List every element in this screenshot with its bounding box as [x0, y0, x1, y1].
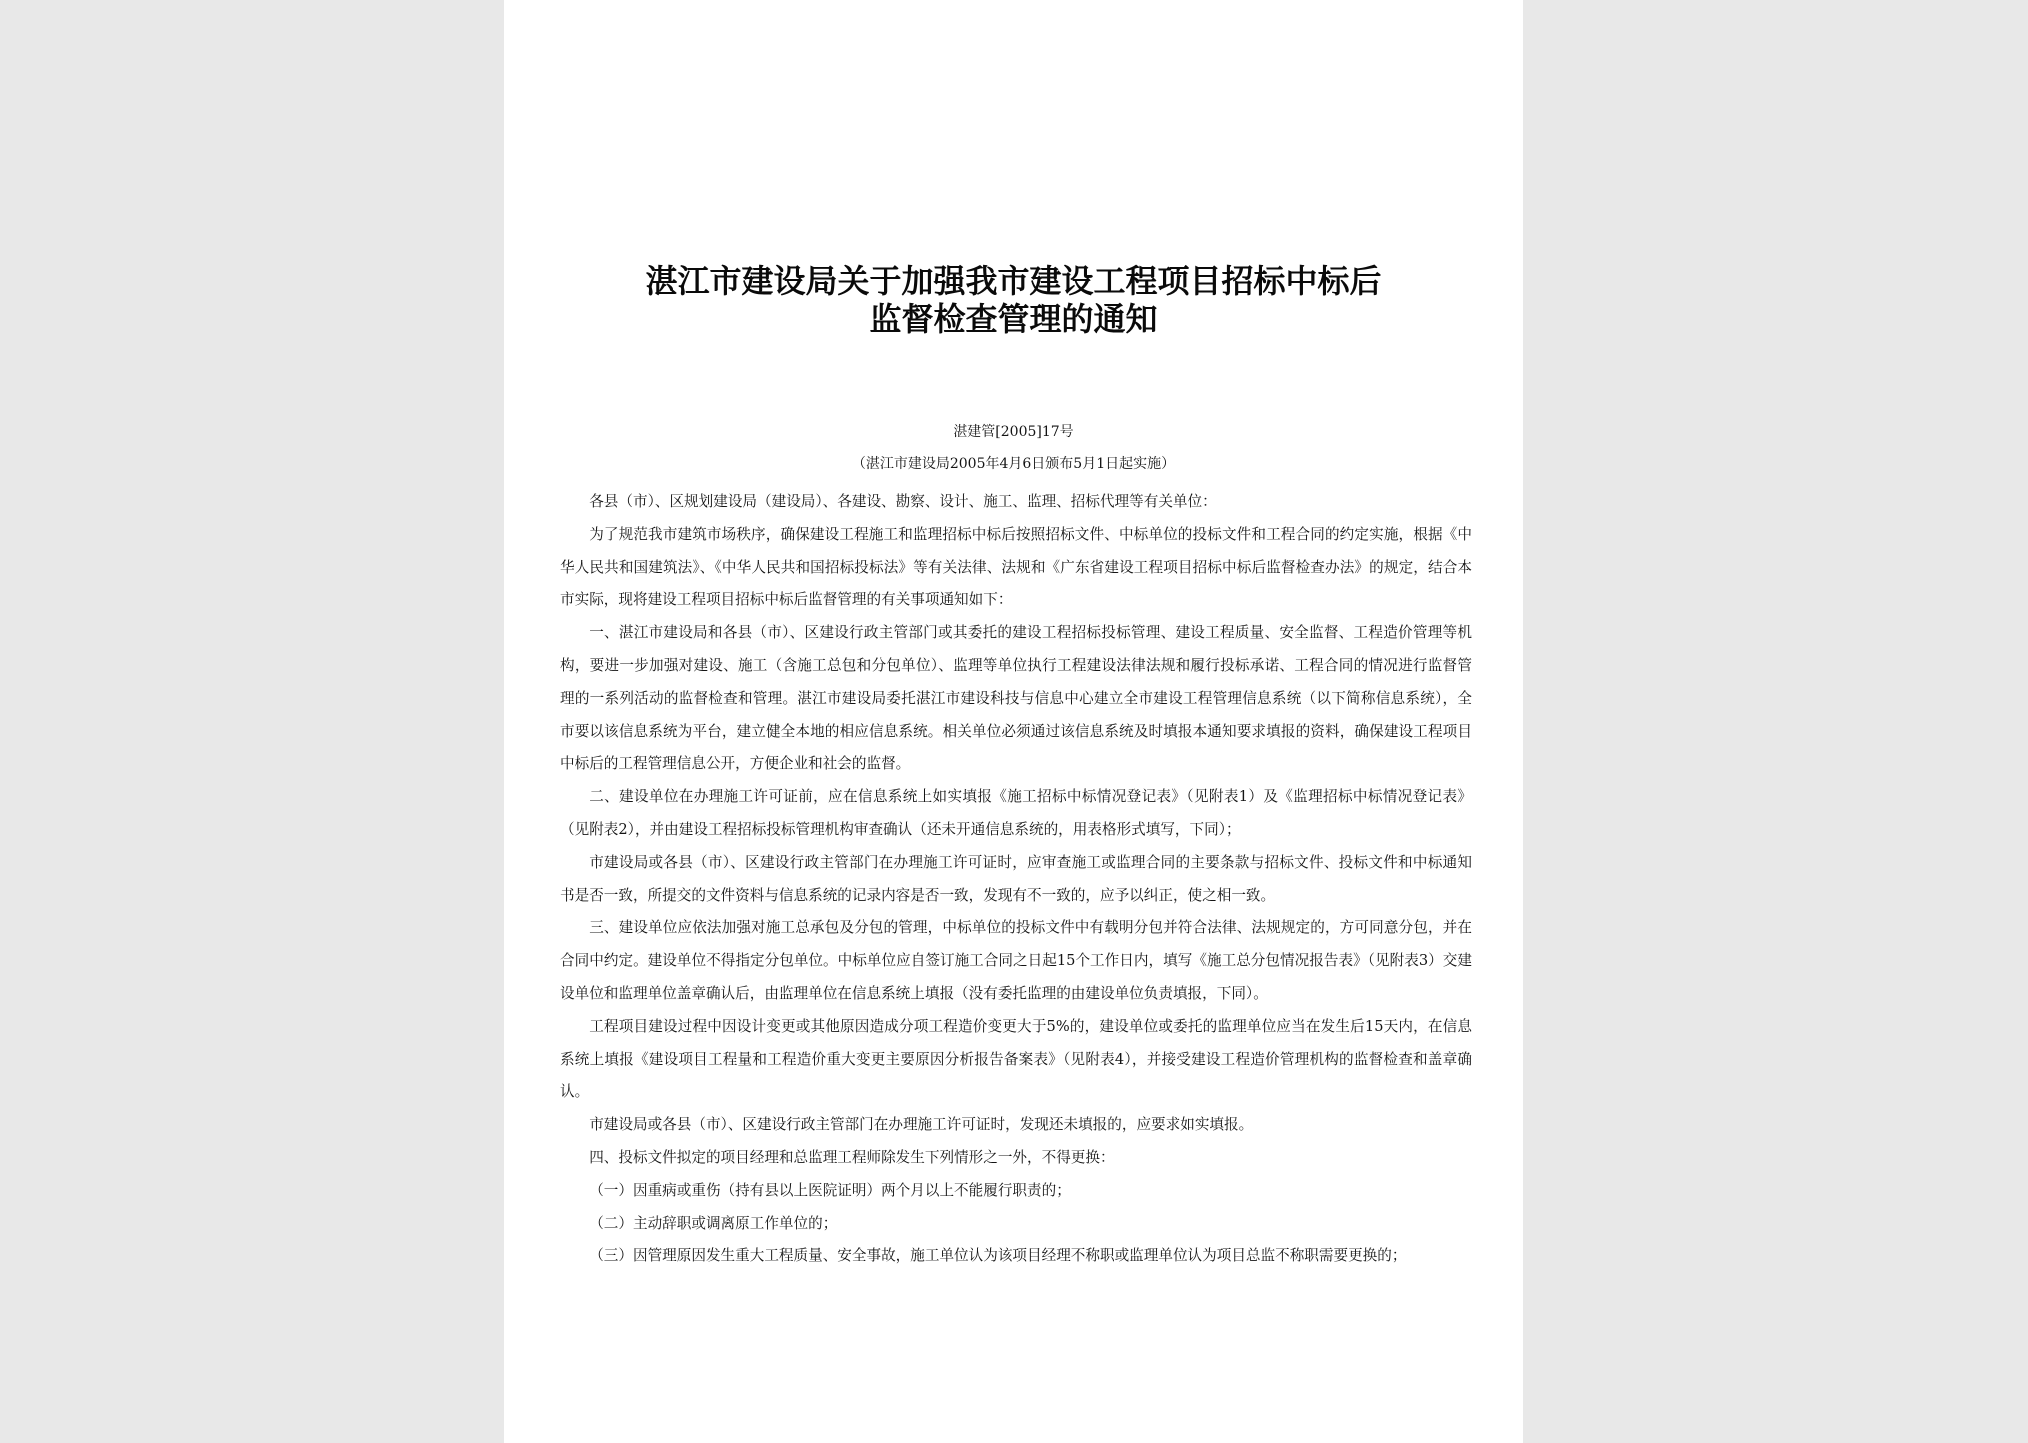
document-title — [504, 262, 1523, 338]
paragraph-item-3-check: 市建设局或各县（市）、区建设行政主管部门在办理施工许可证时，发现还未填报的，应要求如实填报。 — [589, 1116, 1254, 1134]
paragraph-item-3-detail: 工程项目建设过程中因设计变更或其他原因造成分项工程造价变更大于5%的，建设单位或委托的监理单位应当在发生后15天内，在信息系统上填报《建设项目工程量和工程造价重大变更主要原因分析报告备案表》（见附表4），并接受建设工程造价管理机构的监督检查和盖章确认。 — [560, 1017, 1472, 1101]
paragraph-item-4-case-3: （三）因管理原因发生重大工程质量、安全事故，施工单位认为该项目经理不称职或监理单位认为项目总监不称职需要更换的； — [589, 1247, 1407, 1265]
paragraph-item-1: 一、湛江市建设局和各县（市）、区建设行政主管部门或其委托的建设工程招标投标管理、建设工程质量、安全监督、工程造价管理等机构，要进一步加强对建设、施工（含施工总包和分包单位）、监理等单位执行工程建设法律法规和履行投标承诺、工程合同的情况进行监督管理的一系列活动的监督检查和管理。湛江市建设局委托湛江市建设科技与信息中心建立全市建设工程管理信息系统（以下简称信息系统），全市要以该信息系统为平台，建立健全本地的相应信息系统。相关单位必须通过该信息系统及时填报本通知要求填报的资料，确保建设工程项目中标后的工程管理信息公开，方便企业和社会的监督。 — [560, 624, 1472, 773]
document-title-line-1: 湛江市建设局关于加强我市建设工程项目招标中标后 — [645, 262, 1382, 300]
paragraph-salutation: 各县（市）、区规划建设局（建设局）、各建设、勘察、设计、施工、监理、招标代理等有关单位： — [589, 493, 1217, 510]
paragraph-item-2: 二、建设单位在办理施工许可证前，应在信息系统上如实填报《施工招标中标情况登记表》（见附表1）及《监理招标中标情况登记表》（见附表2），并由建设工程招标投标管理机构审查确认（还未开通信息系统的，用表格形式填写，下同）； — [560, 788, 1472, 838]
issued-note: （湛江市建设局2005年4月6日颁布5月1日起实施） — [851, 456, 1176, 472]
paragraph-item-3: 三、建设单位应依法加强对施工总承包及分包的管理，中标单位的投标文件中有载明分包并符合法律、法规规定的，方可同意分包，并在合同中约定。建设单位不得指定分包单位。中标单位应自签订施工合同之日起15个工作日内，填写《施工总分包情况报告表》（见附表3）交建设单位和监理单位盖章确认后，由监理单位在信息系统上填报（没有委托监理的由建设单位负责填报，下同）。 — [560, 919, 1472, 1002]
document-page — [504, 0, 1523, 1443]
document-title-line-2: 监督检查管理的通知 — [869, 300, 1158, 338]
paragraph-item-4-case-1: （一）因重病或重伤（持有县以上医院证明）两个月以上不能履行职责的； — [589, 1181, 1071, 1199]
document-number: 湛建管[2005]17号 — [953, 424, 1074, 440]
document-body — [560, 486, 1472, 1273]
paragraph-item-2-detail: 市建设局或各县（市）、区建设行政主管部门在办理施工许可证时，应审查施工或监理合同的主要条款与招标文件、投标文件和中标通知书是否一致，所提交的文件资料与信息系统的记录内容是否一致，发现有不一致的，应予以纠正，使之相一致。 — [560, 853, 1472, 904]
paragraph-intro: 为了规范我市建筑市场秩序，确保建设工程施工和监理招标中标后按照招标文件、中标单位的投标文件和工程合同的约定实施，根据《中华人民共和国建筑法》、《中华人民共和国招标投标法》等有关法律、法规和《广东省建设工程项目招标中标后监督检查办法》的规定，结合本市实际，现将建设工程项目招标中标后监督管理的有关事项通知如下： — [560, 525, 1472, 609]
paragraph-item-4: 四、投标文件拟定的项目经理和总监理工程师除发生下列情形之一外，不得更换： — [589, 1148, 1115, 1166]
paragraph-item-4-case-2: （二）主动辞职或调离原工作单位的； — [589, 1214, 838, 1232]
